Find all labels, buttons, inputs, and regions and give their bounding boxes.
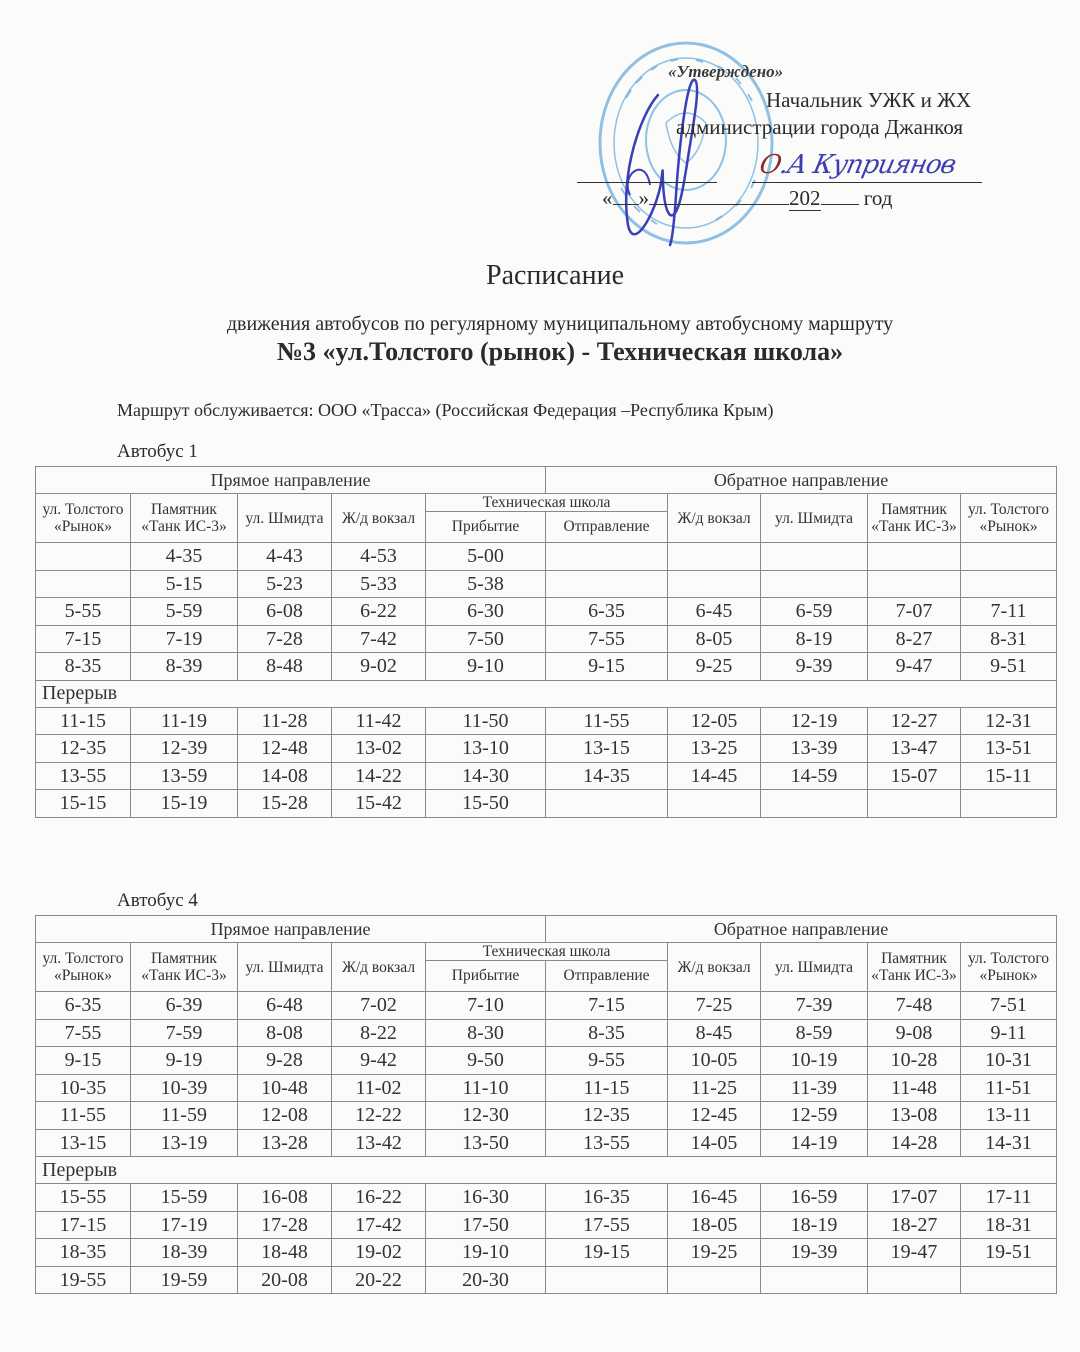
departure-header: Отправление <box>546 512 668 543</box>
time-cell-shmidta-back: 12-19 <box>761 707 868 735</box>
time-cell-shmidta-back: 8-59 <box>761 1019 868 1047</box>
time-cell-tolstogo-forward: 10-35 <box>36 1074 131 1102</box>
stop-tank-back-header: Памятник «Танк ИС-3» <box>868 494 961 543</box>
time-cell-tolstogo-forward: 17-15 <box>36 1211 131 1239</box>
time-cell-tolstogo-back: 18-31 <box>961 1211 1057 1239</box>
time-cell-tank-forward: 8-39 <box>131 653 238 681</box>
table-body <box>36 992 1057 1294</box>
time-cell-station-back: 14-05 <box>668 1129 761 1157</box>
direction-header-row <box>36 467 1057 494</box>
time-cell-station-forward: 20-22 <box>332 1266 426 1294</box>
time-cell-tolstogo-forward: 12-35 <box>36 735 131 763</box>
time-cell-school-departure: 17-55 <box>546 1211 668 1239</box>
time-cell-shmidta-forward: 8-48 <box>238 653 332 681</box>
time-cell-tolstogo-back: 12-31 <box>961 707 1057 735</box>
time-cell-station-back <box>668 790 761 818</box>
table-row <box>36 1019 1057 1047</box>
time-cell-tolstogo-back: 19-51 <box>961 1239 1057 1267</box>
time-cell-tank-back: 10-28 <box>868 1047 961 1075</box>
time-cell-station-forward: 16-22 <box>332 1184 426 1212</box>
stops-header-row <box>36 943 1057 961</box>
time-cell-school-arrival: 13-10 <box>426 735 546 763</box>
time-cell-school-arrival: 9-50 <box>426 1047 546 1075</box>
time-cell-tank-back: 7-07 <box>868 598 961 626</box>
time-cell-shmidta-back: 14-59 <box>761 762 868 790</box>
document-subtitle: движения автобусов по регулярному муниципальному автобусному маршруту <box>226 313 894 335</box>
approval-title: «Утверждено» <box>668 62 784 81</box>
time-cell-station-forward: 6-22 <box>332 598 426 626</box>
departure-header: Отправление <box>546 961 668 992</box>
time-cell-tank-back: 7-48 <box>868 992 961 1020</box>
time-cell-tank-forward: 13-19 <box>131 1129 238 1157</box>
time-cell-school-arrival: 7-10 <box>426 992 546 1020</box>
time-cell-school-arrival: 8-30 <box>426 1019 546 1047</box>
time-cell-school-departure <box>546 543 668 571</box>
time-cell-shmidta-forward: 7-28 <box>238 625 332 653</box>
time-cell-station-forward: 12-22 <box>332 1102 426 1130</box>
bus-4-label: Автобус 4 <box>117 890 198 911</box>
time-cell-station-forward: 15-42 <box>332 790 426 818</box>
time-cell-tolstogo-back: 17-11 <box>961 1184 1057 1212</box>
time-cell-school-departure: 19-15 <box>546 1239 668 1267</box>
time-cell-station-forward: 13-42 <box>332 1129 426 1157</box>
time-cell-school-departure: 13-55 <box>546 1129 668 1157</box>
time-cell-shmidta-forward: 8-08 <box>238 1019 332 1047</box>
time-cell-tolstogo-back: 7-11 <box>961 598 1057 626</box>
time-cell-school-arrival: 5-00 <box>426 543 546 571</box>
date-close-quote: » <box>638 186 649 210</box>
stops-header-row <box>36 494 1057 512</box>
time-cell-school-departure: 11-15 <box>546 1074 668 1102</box>
time-cell-school-arrival: 19-10 <box>426 1239 546 1267</box>
time-cell-tank-back: 9-08 <box>868 1019 961 1047</box>
stop-shmidta-back-header: ул. Шмидта <box>761 494 868 543</box>
time-cell-shmidta-back <box>761 543 868 571</box>
time-cell-tolstogo-forward: 11-15 <box>36 707 131 735</box>
stop-tank-header: Памятник «Танк ИС-3» <box>131 494 238 543</box>
break-row <box>36 680 1057 707</box>
stop-tank-header: Памятник «Танк ИС-3» <box>131 943 238 992</box>
time-cell-station-back: 9-25 <box>668 653 761 681</box>
time-cell-station-back: 16-45 <box>668 1184 761 1212</box>
route-title: №3 «ул.Толстого (рынок) - Техническая школа» <box>276 337 844 366</box>
time-cell-tolstogo-forward: 19-55 <box>36 1266 131 1294</box>
time-cell-tank-back <box>868 790 961 818</box>
backward-direction-header: Обратное направление <box>546 467 1057 494</box>
time-cell-shmidta-forward: 9-28 <box>238 1047 332 1075</box>
time-cell-school-arrival: 13-50 <box>426 1129 546 1157</box>
time-cell-station-forward: 5-33 <box>332 570 426 598</box>
time-cell-school-departure: 7-55 <box>546 625 668 653</box>
time-cell-tolstogo-forward <box>36 543 131 571</box>
time-cell-station-back <box>668 543 761 571</box>
stop-tolstogo-back-header: ул. Толстого «Рынок» <box>961 494 1057 543</box>
time-cell-tank-forward: 17-19 <box>131 1211 238 1239</box>
time-cell-tolstogo-back <box>961 570 1057 598</box>
time-cell-shmidta-back: 11-39 <box>761 1074 868 1102</box>
direction-header-row <box>36 916 1057 943</box>
time-cell-tank-forward: 15-59 <box>131 1184 238 1212</box>
signer-name-line <box>752 182 982 183</box>
stop-station-back-header: Ж/д вокзал <box>668 943 761 992</box>
time-cell-shmidta-forward: 4-43 <box>238 543 332 571</box>
time-cell-station-back <box>668 1266 761 1294</box>
table-row <box>36 735 1057 763</box>
time-cell-tolstogo-forward: 5-55 <box>36 598 131 626</box>
time-cell-shmidta-forward: 18-48 <box>238 1239 332 1267</box>
time-cell-school-arrival: 15-50 <box>426 790 546 818</box>
time-cell-school-arrival: 6-30 <box>426 598 546 626</box>
time-cell-tank-forward: 7-19 <box>131 625 238 653</box>
time-cell-school-departure: 8-35 <box>546 1019 668 1047</box>
time-cell-shmidta-back: 13-39 <box>761 735 868 763</box>
time-cell-shmidta-back: 8-19 <box>761 625 868 653</box>
time-cell-tank-forward: 18-39 <box>131 1239 238 1267</box>
time-cell-tank-forward: 11-59 <box>131 1102 238 1130</box>
arrival-header: Прибытие <box>426 512 546 543</box>
table-row <box>36 1239 1057 1267</box>
time-cell-tank-forward: 5-59 <box>131 598 238 626</box>
date-year-blank <box>821 186 859 205</box>
time-cell-tank-back: 17-07 <box>868 1184 961 1212</box>
bus-4-schedule-table <box>35 915 1057 1294</box>
document-title: Расписание <box>486 260 624 291</box>
time-cell-tank-forward: 9-19 <box>131 1047 238 1075</box>
time-cell-station-forward: 14-22 <box>332 762 426 790</box>
stop-school-header: Техническая школа <box>426 943 668 961</box>
table-header <box>36 467 1057 543</box>
time-cell-tolstogo-forward: 11-55 <box>36 1102 131 1130</box>
time-cell-school-departure: 12-35 <box>546 1102 668 1130</box>
date-open-quote: « <box>602 186 613 210</box>
table-row <box>36 1184 1057 1212</box>
time-cell-school-arrival: 14-30 <box>426 762 546 790</box>
time-cell-school-arrival: 11-50 <box>426 707 546 735</box>
table-row <box>36 570 1057 598</box>
time-cell-station-forward: 13-02 <box>332 735 426 763</box>
time-cell-shmidta-forward: 11-28 <box>238 707 332 735</box>
time-cell-shmidta-forward: 15-28 <box>238 790 332 818</box>
time-cell-station-back: 12-45 <box>668 1102 761 1130</box>
time-cell-tolstogo-back: 13-11 <box>961 1102 1057 1130</box>
time-cell-shmidta-back: 7-39 <box>761 992 868 1020</box>
time-cell-shmidta-forward: 6-48 <box>238 992 332 1020</box>
time-cell-tolstogo-back: 9-11 <box>961 1019 1057 1047</box>
time-cell-station-forward: 7-42 <box>332 625 426 653</box>
time-cell-tolstogo-back <box>961 1266 1057 1294</box>
time-cell-tank-back: 9-47 <box>868 653 961 681</box>
table-row <box>36 790 1057 818</box>
time-cell-tank-back: 13-08 <box>868 1102 961 1130</box>
time-cell-shmidta-back: 18-19 <box>761 1211 868 1239</box>
signature-line <box>577 182 717 183</box>
time-cell-shmidta-forward: 13-28 <box>238 1129 332 1157</box>
time-cell-tank-forward: 11-19 <box>131 707 238 735</box>
backward-direction-header: Обратное направление <box>546 916 1057 943</box>
time-cell-school-departure: 14-35 <box>546 762 668 790</box>
time-cell-station-forward: 9-42 <box>332 1047 426 1075</box>
time-cell-tolstogo-back: 10-31 <box>961 1047 1057 1075</box>
time-cell-station-forward: 4-53 <box>332 543 426 571</box>
time-cell-shmidta-forward: 10-48 <box>238 1074 332 1102</box>
time-cell-tolstogo-back: 9-51 <box>961 653 1057 681</box>
time-cell-school-departure: 11-55 <box>546 707 668 735</box>
time-cell-shmidta-forward: 6-08 <box>238 598 332 626</box>
date-month-blank <box>649 186 789 205</box>
break-row <box>36 1157 1057 1184</box>
break-label: Перерыв <box>36 1157 1057 1184</box>
time-cell-tank-forward: 5-15 <box>131 570 238 598</box>
time-cell-station-back: 18-05 <box>668 1211 761 1239</box>
time-cell-tank-back: 11-48 <box>868 1074 961 1102</box>
time-cell-tank-back <box>868 543 961 571</box>
table-row <box>36 1047 1057 1075</box>
time-cell-shmidta-back: 10-19 <box>761 1047 868 1075</box>
stop-station-header: Ж/д вокзал <box>332 494 426 543</box>
time-cell-shmidta-back: 9-39 <box>761 653 868 681</box>
time-cell-tank-back: 8-27 <box>868 625 961 653</box>
route-operator: Маршрут обслуживается: ООО «Трасса» (Российская Федерация –Республика Крым) <box>117 400 774 420</box>
time-cell-school-arrival: 9-10 <box>426 653 546 681</box>
time-cell-tolstogo-back <box>961 790 1057 818</box>
approval-date <box>602 186 892 211</box>
time-cell-school-arrival: 17-50 <box>426 1211 546 1239</box>
time-cell-tank-forward: 4-35 <box>131 543 238 571</box>
table-row <box>36 625 1057 653</box>
time-cell-tank-forward: 7-59 <box>131 1019 238 1047</box>
forward-direction-header: Прямое направление <box>36 916 546 943</box>
time-cell-school-departure <box>546 1266 668 1294</box>
time-cell-shmidta-forward: 16-08 <box>238 1184 332 1212</box>
time-cell-school-departure: 6-35 <box>546 598 668 626</box>
time-cell-station-back: 12-05 <box>668 707 761 735</box>
time-cell-station-back <box>668 570 761 598</box>
time-cell-tolstogo-back: 7-51 <box>961 992 1057 1020</box>
time-cell-tank-back: 15-07 <box>868 762 961 790</box>
stop-tolstogo-header: ул. Толстого «Рынок» <box>36 494 131 543</box>
time-cell-tank-back: 19-47 <box>868 1239 961 1267</box>
time-cell-tank-forward: 13-59 <box>131 762 238 790</box>
date-year-word: год <box>863 186 893 210</box>
time-cell-school-arrival: 11-10 <box>426 1074 546 1102</box>
time-cell-tolstogo-forward: 13-15 <box>36 1129 131 1157</box>
time-cell-station-forward: 11-02 <box>332 1074 426 1102</box>
time-cell-tank-forward: 6-39 <box>131 992 238 1020</box>
date-year-prefix: 202 <box>789 186 821 210</box>
time-cell-tolstogo-forward: 8-35 <box>36 653 131 681</box>
time-cell-tolstogo-forward: 7-15 <box>36 625 131 653</box>
stop-tolstogo-back-header: ул. Толстого «Рынок» <box>961 943 1057 992</box>
time-cell-station-back: 8-45 <box>668 1019 761 1047</box>
bus-1-label: Автобус 1 <box>117 441 198 462</box>
stop-station-header: Ж/д вокзал <box>332 943 426 992</box>
time-cell-station-forward: 17-42 <box>332 1211 426 1239</box>
time-cell-tolstogo-forward: 9-15 <box>36 1047 131 1075</box>
time-cell-school-departure <box>546 570 668 598</box>
time-cell-shmidta-back: 16-59 <box>761 1184 868 1212</box>
time-cell-tolstogo-back: 11-51 <box>961 1074 1057 1102</box>
stop-tank-back-header: Памятник «Танк ИС-3» <box>868 943 961 992</box>
time-cell-school-departure <box>546 790 668 818</box>
arrival-header: Прибытие <box>426 961 546 992</box>
table-row <box>36 653 1057 681</box>
table-row <box>36 992 1057 1020</box>
time-cell-shmidta-back: 12-59 <box>761 1102 868 1130</box>
time-cell-tank-back <box>868 1266 961 1294</box>
time-cell-shmidta-back <box>761 570 868 598</box>
time-cell-school-arrival: 7-50 <box>426 625 546 653</box>
time-cell-shmidta-forward: 12-48 <box>238 735 332 763</box>
table-row <box>36 1211 1057 1239</box>
table-row <box>36 543 1057 571</box>
time-cell-station-forward: 11-42 <box>332 707 426 735</box>
time-cell-station-forward: 19-02 <box>332 1239 426 1267</box>
time-cell-shmidta-back <box>761 1266 868 1294</box>
time-cell-shmidta-forward: 5-23 <box>238 570 332 598</box>
time-cell-school-departure: 9-15 <box>546 653 668 681</box>
signer-initial: О <box>756 150 784 180</box>
table-row <box>36 1129 1057 1157</box>
time-cell-school-departure: 16-35 <box>546 1184 668 1212</box>
time-cell-tolstogo-back: 8-31 <box>961 625 1057 653</box>
stop-school-header: Техническая школа <box>426 494 668 512</box>
time-cell-tolstogo-forward: 13-55 <box>36 762 131 790</box>
time-cell-station-forward: 7-02 <box>332 992 426 1020</box>
time-cell-station-back: 19-25 <box>668 1239 761 1267</box>
time-cell-tolstogo-forward: 7-55 <box>36 1019 131 1047</box>
time-cell-school-arrival: 12-30 <box>426 1102 546 1130</box>
stop-shmidta-header: ул. Шмидта <box>238 943 332 992</box>
table-row <box>36 1266 1057 1294</box>
time-cell-shmidta-forward: 20-08 <box>238 1266 332 1294</box>
forward-direction-header: Прямое направление <box>36 467 546 494</box>
time-cell-station-back: 7-25 <box>668 992 761 1020</box>
time-cell-tank-forward: 19-59 <box>131 1266 238 1294</box>
time-cell-station-back: 8-05 <box>668 625 761 653</box>
time-cell-school-arrival: 5-38 <box>426 570 546 598</box>
time-cell-station-forward: 9-02 <box>332 653 426 681</box>
signer-surname: .А Куприянов <box>777 150 959 180</box>
time-cell-tolstogo-forward: 15-15 <box>36 790 131 818</box>
approval-position-line1: Начальник УЖК и ЖХ <box>766 88 972 112</box>
stop-station-back-header: Ж/д вокзал <box>668 494 761 543</box>
time-cell-school-departure: 13-15 <box>546 735 668 763</box>
time-cell-shmidta-forward: 14-08 <box>238 762 332 790</box>
time-cell-station-forward: 8-22 <box>332 1019 426 1047</box>
bus-1-schedule-table <box>35 466 1057 818</box>
time-cell-shmidta-back: 14-19 <box>761 1129 868 1157</box>
table-header <box>36 916 1057 992</box>
time-cell-tank-back: 12-27 <box>868 707 961 735</box>
time-cell-tolstogo-back: 14-31 <box>961 1129 1057 1157</box>
time-cell-tolstogo-forward: 18-35 <box>36 1239 131 1267</box>
time-cell-tank-forward: 15-19 <box>131 790 238 818</box>
time-cell-school-arrival: 20-30 <box>426 1266 546 1294</box>
table-row <box>36 707 1057 735</box>
time-cell-station-back: 6-45 <box>668 598 761 626</box>
time-cell-tolstogo-forward <box>36 570 131 598</box>
table-row <box>36 598 1057 626</box>
approval-position-line2: администрации города Джанкоя <box>676 115 964 139</box>
date-day-blank <box>613 186 639 205</box>
time-cell-shmidta-back: 19-39 <box>761 1239 868 1267</box>
signer-name <box>757 150 958 180</box>
time-cell-school-departure: 9-55 <box>546 1047 668 1075</box>
time-cell-tolstogo-back: 15-11 <box>961 762 1057 790</box>
time-cell-school-departure: 7-15 <box>546 992 668 1020</box>
time-cell-tank-back <box>868 570 961 598</box>
time-cell-station-back: 14-45 <box>668 762 761 790</box>
stop-shmidta-back-header: ул. Шмидта <box>761 943 868 992</box>
time-cell-shmidta-forward: 17-28 <box>238 1211 332 1239</box>
time-cell-tank-back: 13-47 <box>868 735 961 763</box>
time-cell-station-back: 13-25 <box>668 735 761 763</box>
time-cell-station-back: 10-05 <box>668 1047 761 1075</box>
stop-shmidta-header: ул. Шмидта <box>238 494 332 543</box>
signature-icon <box>600 55 720 255</box>
time-cell-tolstogo-forward: 15-55 <box>36 1184 131 1212</box>
table-row <box>36 762 1057 790</box>
time-cell-school-arrival: 16-30 <box>426 1184 546 1212</box>
time-cell-station-back: 11-25 <box>668 1074 761 1102</box>
table-row <box>36 1074 1057 1102</box>
time-cell-shmidta-forward: 12-08 <box>238 1102 332 1130</box>
time-cell-tolstogo-back: 13-51 <box>961 735 1057 763</box>
time-cell-tank-forward: 12-39 <box>131 735 238 763</box>
time-cell-shmidta-back: 6-59 <box>761 598 868 626</box>
table-body <box>36 543 1057 818</box>
time-cell-tank-forward: 10-39 <box>131 1074 238 1102</box>
time-cell-tolstogo-back <box>961 543 1057 571</box>
time-cell-tolstogo-forward: 6-35 <box>36 992 131 1020</box>
stop-tolstogo-header: ул. Толстого «Рынок» <box>36 943 131 992</box>
time-cell-tank-back: 14-28 <box>868 1129 961 1157</box>
break-label: Перерыв <box>36 680 1057 707</box>
time-cell-tank-back: 18-27 <box>868 1211 961 1239</box>
time-cell-shmidta-back <box>761 790 868 818</box>
table-row <box>36 1102 1057 1130</box>
